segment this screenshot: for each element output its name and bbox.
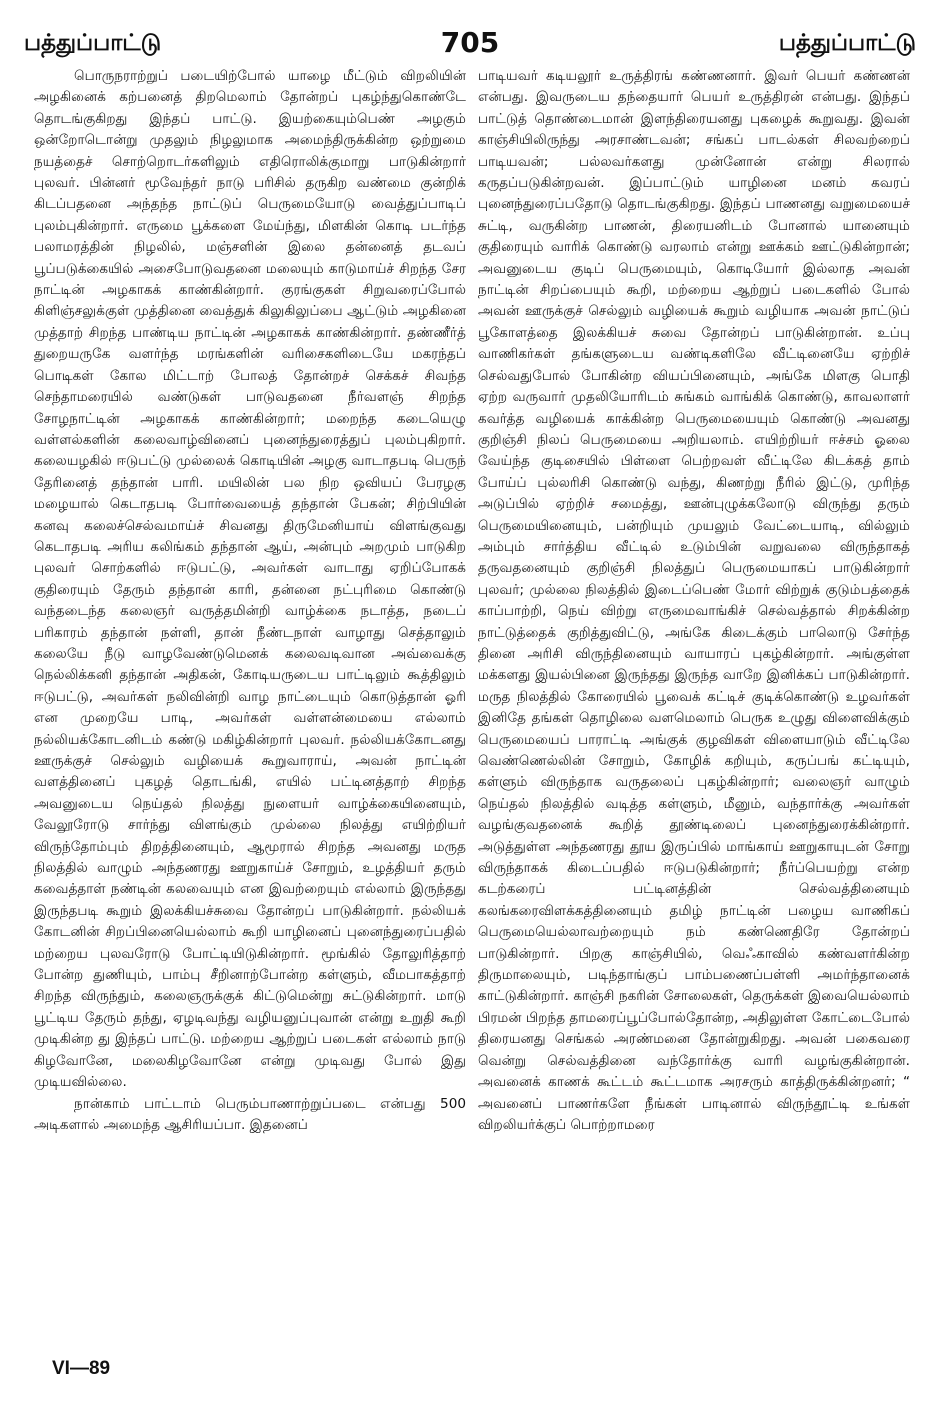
page-header — [24, 26, 916, 66]
body-paragraph: நான்காம் பாட்டாம் பெரும்பாணாற்றுப்படை என்பது 500 அடிகளால் அமைந்த ஆசிரியப்பா. இதனைப் — [34, 1095, 466, 1133]
left-column — [34, 66, 466, 1136]
page-number: 705 — [440, 26, 500, 59]
body-paragraph: பாடியவர் கடியலூர் உருத்திரங் கண்ணனார். இவர் பெயர் கண்ணன் என்பது. இவருடைய தந்தையார் பெயர் உருத்திரன் என்பது. இந்தப் பாட்டுத் தொண்டைமான் இளந்திரையனது புகழைக் கூறுவது. இவன் காஞ்சியிலிருந்து அரசாண்டவன்; சங்கப் பாடல்கள் சிலவற்றைப் பாடியவன்; பல்லவர்களது முன்னோன் என்று சிலரால் கருதப்படுகின்றவன். இப்பாட்டும் யாழினை மனம் கவரப் புனைந்துரைப்பதோடு தொடங்குகிறது. இந்தப் பாணனது வறுமையைச் சுட்டி, வருகின்ற பாணன், திரையனிடம் போனால் யானையும் குதிரையும் வாரிக் கொண்டு வரலாம் என்று ஊக்கம் ஊட்டுகின்றான்; அவனுடைய குடிப் பெருமையும், கொடியோர் இல்லாத அவன் நாட்டின் சிறப்பையும் கூறி, மற்றைய ஆற்றுப் படைகளில் போல் அவன் ஊருக்குச் செல்லும் வழியைக் கூறும் வழியாக அவன் நாட்டுப் பூகோளத்தை இலக்கியச் சுவை தோன்றப் பாடுகின்றான். உப்பு வாணிகர்கள் தங்களுடைய வண்டிகளிலே வீட்டினையே ஏற்றிச் செல்வதுபோல் போகின்ற வியப்பினையும், அங்கே மிளகு பொதி ஏற்ற வருவார் முதலியோரிடம் சுங்கம் வாங்கிக் கொண்டு, காவலாளர் கவர்த்த வழியைக் காக்கின்ற பெருமையையும் கொண்டு அவனது குறிஞ்சி நிலப் பெருமையை அறியலாம். எயிற்றியர் ஈச்சம் ஓலை வேய்ந்த குடிசையில் பிள்ளை பெற்றவள் வீட்டிலே கிடக்கத் தாம் போய்ப் புல்லரிசி கொண்டு வந்து, கிணற்று நீரில் இட்டு, முரிந்த அடுப்பில் ஏற்றிச் சமைத்து, ஊன்புழுக்கலோடு விருந்து தரும் பெருமையினையும், பன்றியும் முயலும் வேட்டையாடி, வில்லும் அம்பும் சார்த்திய வீட்டில் உடும்பின் வறுவலை விருந்தாகத் தருவதனையும் குறிஞ்சி நிலத்துப் பெருமையாகப் பாடுகின்றார் புலவர்; முல்லை நிலத்தில் இடைப்பெண் மோர் விற்றுக் குடும்பத்தைக் காப்பாற்றி, நெய் விற்று எருமைவாங்கிச் செல்வத்தால் சிறக்கின்ற நாட்டுத்தைக் குறித்துவிட்டு, அங்கே கிடைக்கும் பாலொடு சேர்ந்த தினை அரிசி விருந்தினையும் வாயாரப் புகழ்கின்றார். அங்குள்ள மக்களது இயல்பினை இருந்தது இருந்த வாறே இனிக்கப் பாடுகின்றார். மருத நிலத்தில் கோரையில் பூவைக் கட்டிச் குடிக்கொண்டு உழவர்கள் இனிதே தங்கள் தொழிலை வளமெலாம் பெருக உழுது விளைவிக்கும் பெருமையைப் பாராட்டி அங்குக் குழவிகள் விளையாடும் வீட்டிலே வெண்ணெல்லின் சோறும், கோழிக் கறியும், கருப்பங் கட்டியும், கள்ளும் விருந்தாக வருதலைப் புகழ்கின்றார்; வலைஞர் வாழும் நெய்தல் நிலத்தில் வடித்த கள்ளும், மீனும், வந்தார்க்கு அவர்கள் வழங்குவதனைக் கூறித் தூண்டிலைப் புனைந்துரைக்கின்றார். அடுத்துள்ள அந்தணரது தூய இருப்பில் மாங்காய் ஊறுகாயுடன் சோறு விருந்தாகக் கிடைப்பதில் ஈடுபடுகின்றார்; நீர்ப்பெயற்று என்ற கடற்கரைப் பட்டினத்தின் செல்வத்தினையும் கலங்கரைவிளக்கத்தினையும் தமிழ் நாட்டின் பழைய வாணிகப் பெருமையெல்லாவற்றையும் நம் கண்ணெதிரே தோன்றப் பாடுகின்றார். பிறகு காஞ்சியில், வெஃகாவில் கண்வளர்கின்ற திருமாலையும், படிந்தாங்குப் பாம்பணைப்பள்ளி அமர்ந்தானைக் காட்டுகின்றார். காஞ்சி நகரின் சோலைகள், தெருக்கள் இவையெல்லாம் பிரமன் பிறந்த தாமரைப்பூப்போல்தோன்ற, அதிலுள்ள கோட்டைபோல் திரையனது செங்கல் அரண்மனை தோன்றுகிறது. அவன் பகைவரை வென்று செல்வத்தினை வந்தோர்க்கு வாரி வழங்குகின்றான். அவனைக் காணக் கூட்டம் கூட்டமாக அரசரும் காத்திருக்கின்றனர்; “ அவனைப் பாணர்களே நீங்கள் பாடினால் விருந்தூட்டி உங்கள் விறலியர்க்குப் பொற்றாமரை — [478, 68, 910, 1133]
running-title-left: பத்துப்பாட்டு — [24, 30, 162, 56]
body-paragraph: பொருநராற்றுப் படையிற்போல் யாழை மீட்டும் விறலியின் அழகினைக் கற்பனைத் திறமெலாம் தோன்றப் புகழ்ந்துகொண்டே தொடங்குகிறது இந்தப் பாட்டு. இயற்கையும்பெண் அழகும் ஒன்றோடொன்று முதலும் நிழலுமாக அமைந்திருக்கின்ற ஒற்றுமை நயத்தைச் சொற்றொடர்களிலும் எதிரொலிக்குமாறு பாடுகின்றார் புலவர். பின்னர் மூவேந்தர் நாடு பரிசில் தருகிற வண்மை குன்றிக் கிடப்பதனை அந்தந்த நாட்டுப் பெருமையோடு வைத்துப்பாடிப் புலம்புகின்றார். எருமை பூக்களை மேய்ந்து, மிளகின் கொடி படர்ந்த பலாமரத்தின் நிழலில், மஞ்சளின் இலை தன்னைத் தடவப் பூப்படுக்கையில் அசைபோடுவதனை மலையும் காடுமாய்ச் சிறந்த சேர நாட்டின் அழகாகக் காண்கின்றார். குரங்குகள் சிறுவரைப்போல் கிளிஞ்சலுக்குள் முத்தினை வைத்துக் கிலுகிலுப்பை ஆட்டும் அழகினை முத்தாற் சிறந்த பாண்டிய நாட்டின் அழகாகக் காண்கின்றார். தண்ணீர்த் துறையருகே வளர்ந்த மரங்களின் வரிசைகளிடையே மகரந்தப் பொடிகள் கோல மிட்டாற் போலத் தோன்றச் செக்கச் சிவந்த செந்தாமரையில் வண்டுகள் பாடுவதனை நீர்வளஞ் சிறந்த சோழநாட்டின் அழகாகக் காண்கின்றார்; மறைந்த கடையெழு வள்ளல்களின் கலைவாழ்வினைப் புனைந்துரைத்துப் புலம்புகிறார். கலையழகில் ஈடுபட்டு முல்லைக் கொடியின் அழகு வாடாதபடி பெருந் தேரினைத் தந்தான் பாரி. மயிலின் பல நிற ஒவியப் பேரழகு மழையால் கெடாதபடி போர்வையைத் தந்தான் பேகன்; சிற்பியின் கனவு கலைச்செல்வமாய்ச் சிவனது திருமேனியாய் விளங்குவது கெடாதபடி அரிய கலிங்கம் தந்தான் ஆய், அன்பும் அறமும் பாடுகிற புலவர் சொற்களில் ஈடுபட்டு, அவர்கள் வாடாது ஏறிப்போகக் குதிரையும் தேரும் தந்தான் காரி, தன்னை நட்புரிமை கொண்டு வந்தடைந்த கலைஞர் வருத்தமின்றி வாழ்க்கை நடாத்த, நடைப் பரிகாரம் தந்தான் நள்ளி, தான் நீண்டநாள் வாழாது செத்தாலும் கலையே நீடு வாழவேண்டுமெனக் கலைவடிவான அவ்வைக்கு நெல்லிக்கனி தந்தான் அதிகன், கோடியருடைய பாட்டிலும் கூத்திலும் ஈடுபட்டு, அவர்கள் நலிவின்றி வாழ நாட்டையும் கொடுத்தான் ஓரி என முறையே பாடி, அவர்கள் வள்ளன்மையை எல்லாம் நல்லியக்கோடனிடம் கண்டு மகிழ்கின்றார் புலவர். நல்லியக்கோடனது ஊருக்குச் செல்லும் வழியைக் கூறுவாராய், அவன் நாட்டின் வளத்தினைப் புகழத் தொடங்கி, எயில் பட்டினத்தாற் சிறந்த அவனுடைய நெய்தல் நிலத்து நுளையர் வாழ்க்கையினையும், வேலூரோடு சார்ந்து விளங்கும் முல்லை நிலத்து எயிற்றியர் விருந்தோம்பும் திறத்தினையும், ஆமூரால் சிறந்த அவனது மருத நிலத்தில் வாழும் அந்தணரது ஊறுகாய்ச் சோறும், உழத்தியர் தரும் கவைத்தாள் நண்டின் கலவையும் என இவற்றையும் எல்லாம் இருந்தது இருந்தபடி கூறும் இலக்கியச்சுவை தோன்றப் பாடுகின்றார். நல்லியக் கோடனின் சிறப்பினையெல்லாம் கூறி யாழினைப் புனைந்துரைப்பதில் மற்றைய புலவரோடு போட்டியிடுகின்றார். மூங்கில் தோலுரித்தாற் போன்ற துணியும், பாம்பு சீறினாற்போன்ற கள்ளும், வீமபாகத்தாற் சிறந்த விருந்தும், கலைஞருக்குக் கிட்டுமென்று சுட்டுகின்றார். மாடு பூட்டிய தேரும் தந்து, ஏழடிவந்து வழியனுப்புவான் என்று உறுதி கூறி முடிகின்ற து இந்தப் பாட்டு. மற்றைய ஆற்றுப் படைகள் எல்லாம் நாடு கிழவோனே, மலைகிழவோனே என்று முடிவது போல் இது முடியவில்லை. — [34, 68, 466, 1091]
running-title-right: பத்துப்பாட்டு — [778, 30, 916, 56]
signature-mark: VI—89 — [52, 1358, 111, 1379]
right-column — [478, 66, 910, 1136]
